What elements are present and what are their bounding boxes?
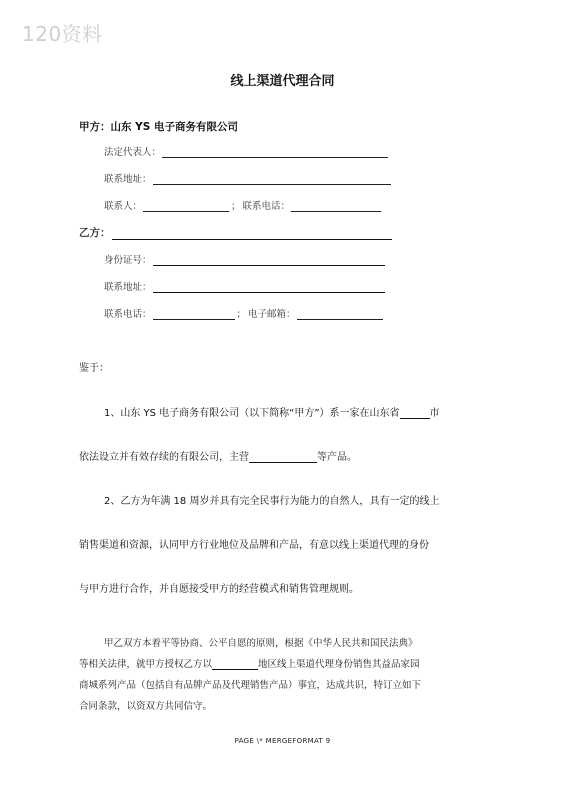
watermark: 120资料 — [22, 22, 103, 46]
clause-1-city-suffix: 市 — [429, 408, 440, 419]
party-b-heading: 乙方： — [79, 227, 111, 239]
whereas-heading: 鉴于： — [79, 363, 109, 374]
party-a-phone-label: 联系电话： — [242, 201, 291, 212]
email-blank — [297, 309, 383, 320]
contract-title: 线上渠道代理合同 — [230, 74, 335, 89]
region-blank — [212, 659, 258, 670]
agreement-line-4: 合同条款，以资双方共同信守。 — [79, 701, 213, 712]
party-b-phone-label: 联系电话： — [104, 309, 152, 320]
page-footer: PAGE \* MERGEFORMAT 9 — [234, 737, 331, 745]
legal-rep-blank — [162, 147, 388, 158]
party-a-phone-blank — [291, 201, 381, 212]
clause-2-line-1: 2、乙方为年满 18 周岁并具有完全民事行为能力的自然人，具有一定的线上 — [104, 496, 440, 507]
party-b-address-row — [104, 279, 385, 293]
clause-1-text: 1、山东 YS 电子商务有限公司（以下简称“甲方”）系一家在山东省 — [104, 408, 400, 419]
party-b-address-blank — [153, 282, 385, 293]
contact-person-label: 联系人： — [104, 201, 143, 212]
party-a-address-row — [104, 171, 391, 185]
id-number-label: 身份证号： — [104, 255, 152, 266]
party-b-heading-row — [79, 225, 392, 240]
party-a-address-label: 联系地址： — [104, 174, 152, 185]
agreement-authorization-text: 等相关法律，就甲方授权乙方以 — [79, 659, 213, 670]
main-business-blank — [249, 452, 317, 463]
party-b-address-label: 联系地址： — [104, 282, 152, 293]
party-a-heading: 甲方：山东 YS 电子商务有限公司 — [79, 121, 238, 133]
separator: ； — [236, 309, 247, 320]
province-city-blank — [400, 408, 430, 419]
legal-rep-label: 法定代表人： — [104, 147, 162, 158]
party-a-contact-row — [104, 198, 381, 212]
clause-1-business-text: 依法设立并有效存续的有限公司，主营 — [79, 452, 249, 463]
party-a-legal-rep-row — [104, 144, 388, 158]
clause-1-line-1 — [104, 404, 440, 419]
clause-1-line-2 — [79, 448, 357, 463]
agreement-region-suffix: 地区线上渠道代理身份销售其益品家园 — [258, 659, 420, 670]
clause-2-line-3: 与甲方进行合作，并自愿接受甲方的经营模式和销售管理规则。 — [79, 584, 359, 595]
party-a-address-blank — [153, 174, 391, 185]
clause-1-products-suffix: 等产品。 — [317, 452, 357, 463]
contact-person-blank — [143, 201, 229, 212]
clause-2-line-2: 销售渠道和资源，认同甲方行业地位及品牌和产品，有意以线上渠道代理的身份 — [79, 540, 429, 551]
agreement-line-1: 甲乙双方本着平等协商、公平自愿的原则，根据《中华人民共和国民法典》 — [104, 638, 418, 649]
party-b-name-blank — [112, 229, 392, 240]
party-b-phone-blank — [153, 309, 235, 320]
id-number-blank — [153, 255, 385, 266]
email-label: 电子邮箱： — [248, 309, 296, 320]
party-b-id-row — [104, 252, 385, 266]
party-b-contact-row — [104, 306, 383, 320]
agreement-line-3: 商城系列产品（包括自有品牌产品及代理销售产品）事宜，达成共识，特订立如下 — [79, 680, 422, 691]
separator: ； — [231, 201, 241, 212]
agreement-line-2 — [79, 656, 420, 670]
